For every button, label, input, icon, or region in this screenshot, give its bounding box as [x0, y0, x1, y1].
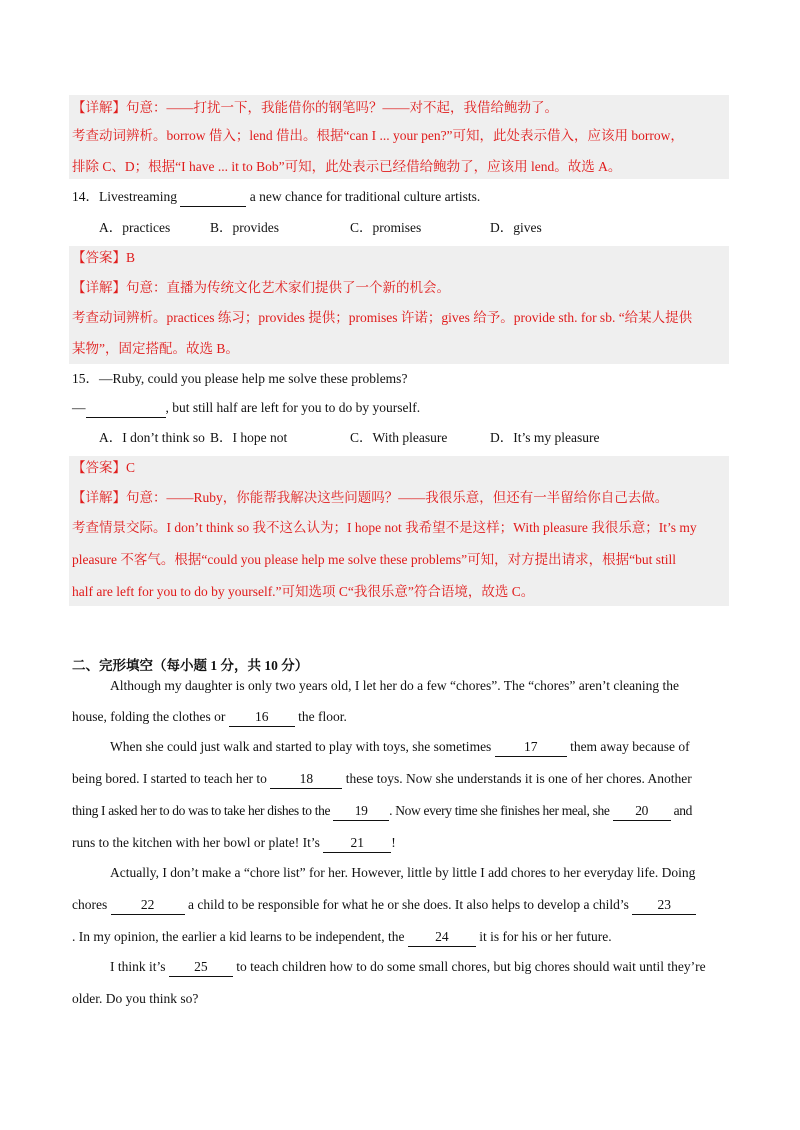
passage-p4-line2: older. Do you think so? [72, 991, 199, 1006]
q14-blank [180, 188, 246, 207]
q14-number: 14． [72, 189, 99, 204]
q15-option-c: C．With pleasure [350, 430, 448, 445]
q14-option-b: B．provides [210, 220, 279, 235]
passage-p3-line2 [72, 895, 696, 915]
blank-24: 24 [408, 928, 476, 947]
q15-stem2: , but still half are left for you to do by yourself. [165, 400, 421, 415]
q15-explain-line4: half are left for you to do by yourself.”可知选项 C“我很乐意”符合语境，故选 C。 [72, 584, 535, 599]
blank-16: 16 [229, 708, 295, 727]
q15-explain-line2: 考查情景交际。I don’t think so 我不这么认为；I hope not 我希望不是这样；With pleasure 我很乐意；It’s my [72, 520, 697, 535]
q14-stem-part2: a new chance for traditional culture artists. [249, 189, 481, 204]
q14-explain-line3: 某物”，固定搭配。故选 B。 [72, 341, 239, 356]
q14-explain-line1: 【详解】句意：直播为传统文化艺术家们提供了一个新的机会。 [72, 280, 450, 295]
p4-text-a: I think it’s [110, 959, 166, 974]
q15-explain-line1: 【详解】句意：——Ruby，你能帮我解决这些问题吗？——我很乐意，但还有一半留给你自己去做。 [72, 490, 669, 505]
q14-explain-line2: 考查动词辨析。practices 练习；provides 提供；promises 许诺；gives 给予。provide sth. for sb. “给某人提供 [72, 310, 693, 325]
q13-explain-line2: 考查动词辨析。borrow 借入；lend 借出。根据“can I ... your pen?”可知，此处表示借入，应该用 borrow， [72, 128, 684, 143]
blank-17: 17 [495, 738, 567, 757]
q15-option-b: B．I hope not [210, 430, 288, 445]
q15-blank [86, 399, 166, 418]
q14-option-a: A．practices [99, 220, 171, 235]
passage-p2-line4 [72, 833, 396, 853]
p3-text-d: it is for his or her future. [479, 929, 612, 944]
q15-stem-line2 [72, 398, 728, 418]
section-heading: 二、完形填空（每小题 1 分，共 10 分） [72, 658, 309, 673]
q15-dash: — [72, 400, 86, 415]
q14-option-d: D．gives [490, 220, 542, 235]
p3-text-a: chores [72, 897, 108, 912]
p3-text-b: a child to be responsible for what he or she does. It also helps to develop a child’s [187, 897, 629, 912]
blank-20: 20 [613, 802, 671, 821]
p2-text-f: . Now every time she finishes her meal, she [389, 803, 610, 818]
q14-stem-part1: Livestreaming [99, 189, 177, 204]
q15-option-a: A．I don’t think so [99, 430, 205, 445]
p2-text-c: being bored. I started to teach her to [72, 771, 267, 786]
passage-p1-line1: Although my daughter is only two years old, I let her do a few “chores”. The “chores” aren’t cleaning the [110, 678, 679, 693]
passage-p2-line1 [110, 737, 690, 757]
p2-text-a: When she could just walk and started to play with toys, she sometimes [110, 739, 492, 754]
q15-stem-line1 [72, 369, 728, 389]
p2-text-i: ! [391, 835, 396, 850]
passage-p2-line3 [72, 801, 692, 821]
q15-option-d: D．It’s my pleasure [490, 430, 600, 445]
q15-number: 15． [72, 371, 99, 386]
q13-explain-line3: 排除 C、D；根据“I have ... it to Bob”可知，此处表示已经借给鲍勃了，应该用 lend。故选 A。 [72, 159, 622, 174]
passage-p4-line1 [110, 957, 706, 977]
p2-text-h: runs to the kitchen with her bowl or plate! It’s [72, 835, 320, 850]
p2-text-d: these toys. Now she understands it is one of her chores. Another [345, 771, 692, 786]
blank-25: 25 [169, 958, 233, 977]
p2-text-b: them away because of [570, 739, 690, 754]
q14-option-c: C．promises [350, 220, 422, 235]
blank-18: 18 [270, 770, 342, 789]
p1-text-a: house, folding the clothes or [72, 709, 226, 724]
blank-22: 22 [111, 896, 185, 915]
passage-p1-line2 [72, 707, 347, 727]
q14-stem [72, 187, 728, 207]
passage-p3-line1: Actually, I don’t make a “chore list” for her. However, little by little I add chores to her everyday life. Doing [110, 865, 696, 880]
passage-p2-line2 [72, 769, 692, 789]
q15-answer: 【答案】C [72, 460, 136, 475]
p2-text-e: thing I asked her to do was to take her dishes to the [72, 803, 331, 818]
p4-text-b: to teach children how to do some small chores, but big chores should wait until they’re [236, 959, 706, 974]
q13-explain-line1: 【详解】句意：——打扰一下，我能借你的钢笔吗？——对不起，我借给鲍勃了。 [72, 100, 558, 115]
q15-stem1: —Ruby, could you please help me solve these problems? [99, 371, 408, 386]
blank-23: 23 [632, 896, 696, 915]
blank-21: 21 [323, 834, 391, 853]
blank-19: 19 [333, 802, 389, 821]
p1-text-b: the floor. [298, 709, 347, 724]
q15-explain-line3: pleasure 不客气。根据“could you please help me solve these problems”可知，对方提出请求，根据“but still [72, 552, 677, 567]
passage-p3-line3 [72, 927, 612, 947]
p3-text-c: . In my opinion, the earlier a kid learns to be independent, the [72, 929, 405, 944]
p2-text-g: and [673, 803, 693, 818]
q14-answer: 【答案】B [72, 250, 136, 265]
